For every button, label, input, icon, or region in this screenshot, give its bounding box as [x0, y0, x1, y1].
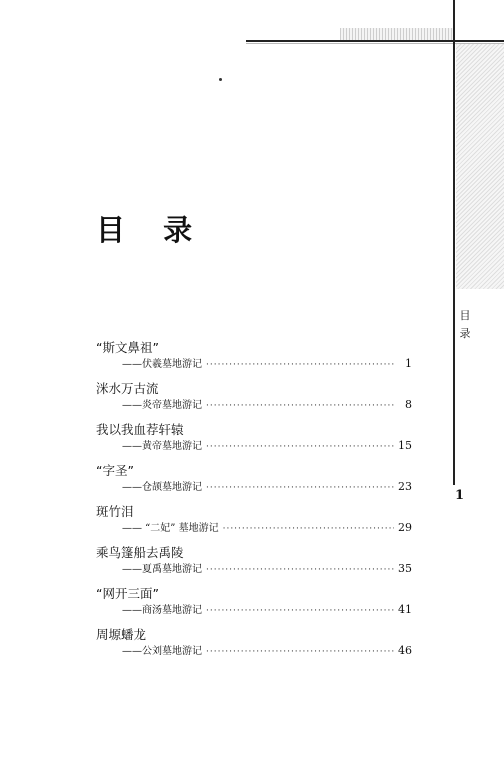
entry-title: “网开三面” [96, 586, 159, 601]
entry-subtitle: ——黄帝墓地游记 [122, 441, 202, 452]
top-texture [340, 28, 453, 40]
entry-page: 41 [398, 603, 412, 616]
side-label-char: 目 [459, 309, 471, 322]
entry-subtitle-line [96, 643, 412, 659]
toc-entry[interactable] [96, 586, 412, 627]
entry-title: 周塬蟠龙 [96, 627, 147, 642]
entry-page: 8 [405, 398, 412, 411]
entry-title: 乘鸟篷船去禹陵 [96, 545, 184, 560]
entry-page: 15 [398, 439, 412, 452]
entry-subtitle-line [96, 438, 412, 454]
entry-subtitle: ——仓颉墓地游记 [122, 482, 202, 493]
entry-subtitle-line [96, 479, 412, 495]
dot-leader [206, 357, 394, 373]
entry-page: 23 [398, 480, 412, 493]
dot-leader [206, 644, 394, 660]
side-running-head [459, 307, 471, 343]
entry-subtitle-line [96, 356, 412, 372]
entry-subtitle-line [96, 602, 412, 618]
toc-entry[interactable] [96, 627, 412, 668]
frame-top-rule [246, 40, 504, 42]
entry-subtitle: ——伏羲墓地游记 [122, 359, 202, 370]
dot-leader [206, 439, 394, 455]
side-texture [456, 44, 504, 289]
dot-leader [206, 603, 394, 619]
entry-page: 46 [398, 644, 412, 657]
entry-subtitle-line [96, 397, 412, 413]
toc-entry[interactable] [96, 381, 412, 422]
entry-page: 1 [405, 357, 412, 370]
entry-title: “斯文鼻祖” [96, 340, 159, 355]
table-of-contents [96, 340, 412, 668]
entry-page: 29 [398, 521, 412, 534]
stray-dot [219, 78, 222, 81]
toc-entry[interactable] [96, 340, 412, 381]
entry-subtitle: ——公刘墓地游记 [122, 646, 202, 657]
entry-subtitle: ——商汤墓地游记 [122, 605, 202, 616]
frame-side-rule [453, 0, 455, 485]
entry-subtitle-line [96, 520, 412, 536]
dot-leader [223, 521, 394, 537]
dot-leader [206, 398, 394, 414]
entry-title: “字圣” [96, 463, 134, 478]
dot-leader [206, 480, 394, 496]
toc-entry[interactable] [96, 422, 412, 463]
toc-entry[interactable] [96, 463, 412, 504]
toc-entry[interactable] [96, 545, 412, 586]
entry-title: 我以我血荐轩辕 [96, 422, 184, 437]
dot-leader [206, 562, 394, 578]
page-title: 目 录 [96, 213, 207, 247]
side-label-char: 录 [459, 327, 471, 340]
entry-subtitle: ——夏禹墓地游记 [122, 564, 202, 575]
toc-entry[interactable] [96, 504, 412, 545]
entry-subtitle: —— “二妃” 墓地游记 [122, 523, 219, 534]
entry-subtitle: ——炎帝墓地游记 [122, 400, 202, 411]
entry-page: 35 [398, 562, 412, 575]
page-number: 1 [455, 488, 465, 503]
entry-title: 斑竹泪 [96, 504, 134, 519]
entry-title: 洣水万古流 [96, 381, 159, 396]
entry-subtitle-line [96, 561, 412, 577]
